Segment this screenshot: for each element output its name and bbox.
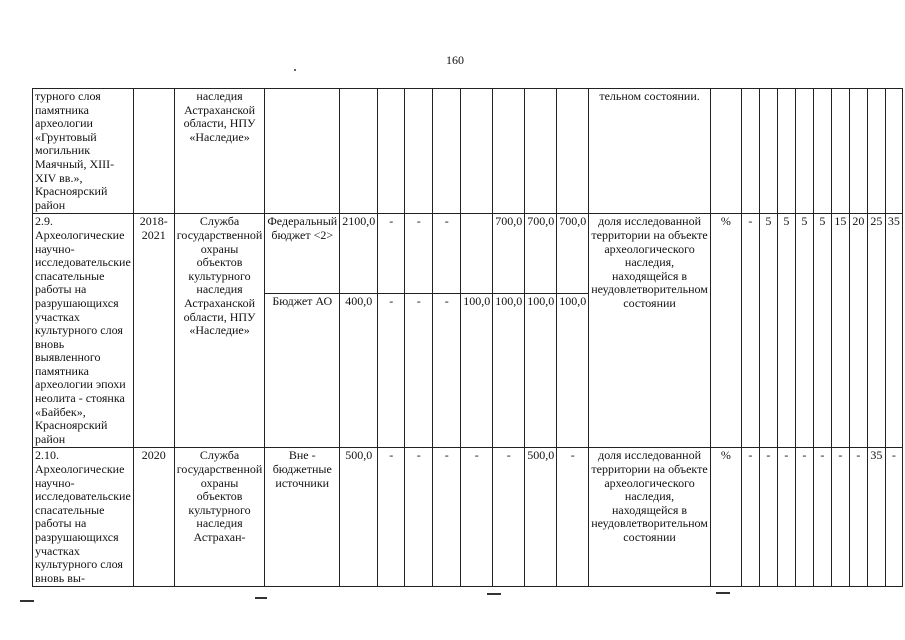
funding-value: - <box>433 214 461 294</box>
funding-value <box>461 214 493 294</box>
funding-value: - <box>405 214 433 294</box>
measure-name: турного слоя памятника археологии «Грунтовый могильник Маячный, XIII-XIV вв.», Красноярский район <box>33 89 134 214</box>
target-value: - <box>741 214 759 448</box>
target-value <box>759 89 777 214</box>
scan-mark <box>20 600 34 602</box>
period-cell <box>133 89 174 214</box>
unit-cell: % <box>710 448 741 587</box>
funding-value: 100,0 <box>461 294 493 448</box>
target-value <box>813 89 831 214</box>
funding-value: 700,0 <box>493 214 525 294</box>
funding-value: 500,0 <box>525 448 557 587</box>
table-row <box>33 89 903 214</box>
funding-value: - <box>405 294 433 448</box>
funding-value <box>378 89 405 214</box>
funding-value <box>525 89 557 214</box>
target-value: 5 <box>759 214 777 448</box>
indicator-cell: доля исследованной территории на объекте археологического наследия, находящейся в неудовлетворительном состоянии <box>589 448 711 587</box>
funding-value: - <box>461 448 493 587</box>
funding-value: 500,0 <box>340 448 378 587</box>
target-value: 15 <box>831 214 849 448</box>
funding-value: - <box>405 448 433 587</box>
target-value: 5 <box>813 214 831 448</box>
target-value <box>885 89 902 214</box>
funding-source: Бюджет АО <box>265 294 340 448</box>
unit-cell <box>710 89 741 214</box>
target-value: 25 <box>867 214 885 448</box>
target-value: - <box>849 448 867 587</box>
executor-cell: Служба государственной охраны объектов культурного наследия Астрахан- <box>174 448 265 587</box>
funding-value <box>433 89 461 214</box>
funding-value: 400,0 <box>340 294 378 448</box>
target-value: - <box>759 448 777 587</box>
period-cell: 2018-2021 <box>133 214 174 448</box>
target-value <box>777 89 795 214</box>
funding-value: - <box>378 448 405 587</box>
funding-source <box>265 89 340 214</box>
funding-source: Вне - бюджетные источники <box>265 448 340 587</box>
target-value <box>795 89 813 214</box>
period-cell: 2020 <box>133 448 174 587</box>
unit-cell: % <box>710 214 741 448</box>
target-value: 20 <box>849 214 867 448</box>
funding-value: 2100,0 <box>340 214 378 294</box>
target-value: 35 <box>885 214 902 448</box>
funding-value <box>340 89 378 214</box>
funding-value: 100,0 <box>557 294 589 448</box>
target-value: 5 <box>777 214 795 448</box>
target-value <box>831 89 849 214</box>
target-value: - <box>831 448 849 587</box>
scan-mark <box>487 593 501 595</box>
funding-value: - <box>378 214 405 294</box>
measure-name: 2.9. Археологические научно-исследовательские спасательные работы на разрушающихся участках культурного слоя вновь выявленного памятника археологии эпохи неолита - стоянка «Байбек», Красноярский район <box>33 214 134 448</box>
program-table <box>32 88 903 587</box>
funding-value <box>493 89 525 214</box>
scan-mark <box>255 597 267 599</box>
funding-value <box>405 89 433 214</box>
target-value: - <box>885 448 902 587</box>
table-row <box>33 448 903 587</box>
indicator-cell: доля исследованной территории на объекте археологического наследия, находящейся в неудовлетворительном состоянии <box>589 214 711 448</box>
measure-name: 2.10. Археологические научно-исследовательские спасательные работы на разрушающихся участках культурного слоя вновь вы- <box>33 448 134 587</box>
page-number: 160 <box>446 53 464 67</box>
funding-value: 100,0 <box>493 294 525 448</box>
funding-source: Федеральный бюджет <2> <box>265 214 340 294</box>
funding-value <box>461 89 493 214</box>
funding-value <box>557 89 589 214</box>
funding-value: - <box>378 294 405 448</box>
funding-value: 100,0 <box>525 294 557 448</box>
target-value <box>849 89 867 214</box>
funding-value: - <box>433 294 461 448</box>
scan-speck <box>294 69 296 71</box>
scan-mark <box>716 592 730 594</box>
target-value <box>741 89 759 214</box>
target-value: 5 <box>795 214 813 448</box>
table-row <box>33 214 903 294</box>
funding-value: 700,0 <box>557 214 589 294</box>
target-value: - <box>777 448 795 587</box>
funding-value: - <box>433 448 461 587</box>
target-value <box>867 89 885 214</box>
target-value: - <box>795 448 813 587</box>
funding-value: - <box>557 448 589 587</box>
funding-value: - <box>493 448 525 587</box>
target-value: 35 <box>867 448 885 587</box>
executor-cell: Служба государственной охраны объектов культурного наследия Астраханской области, НПУ «Наследие» <box>174 214 265 448</box>
funding-value: 700,0 <box>525 214 557 294</box>
target-value: - <box>741 448 759 587</box>
executor-cell: наследия Астраханской области, НПУ «Наследие» <box>174 89 265 214</box>
target-value: - <box>813 448 831 587</box>
indicator-cell: тельном состоянии. <box>589 89 711 214</box>
